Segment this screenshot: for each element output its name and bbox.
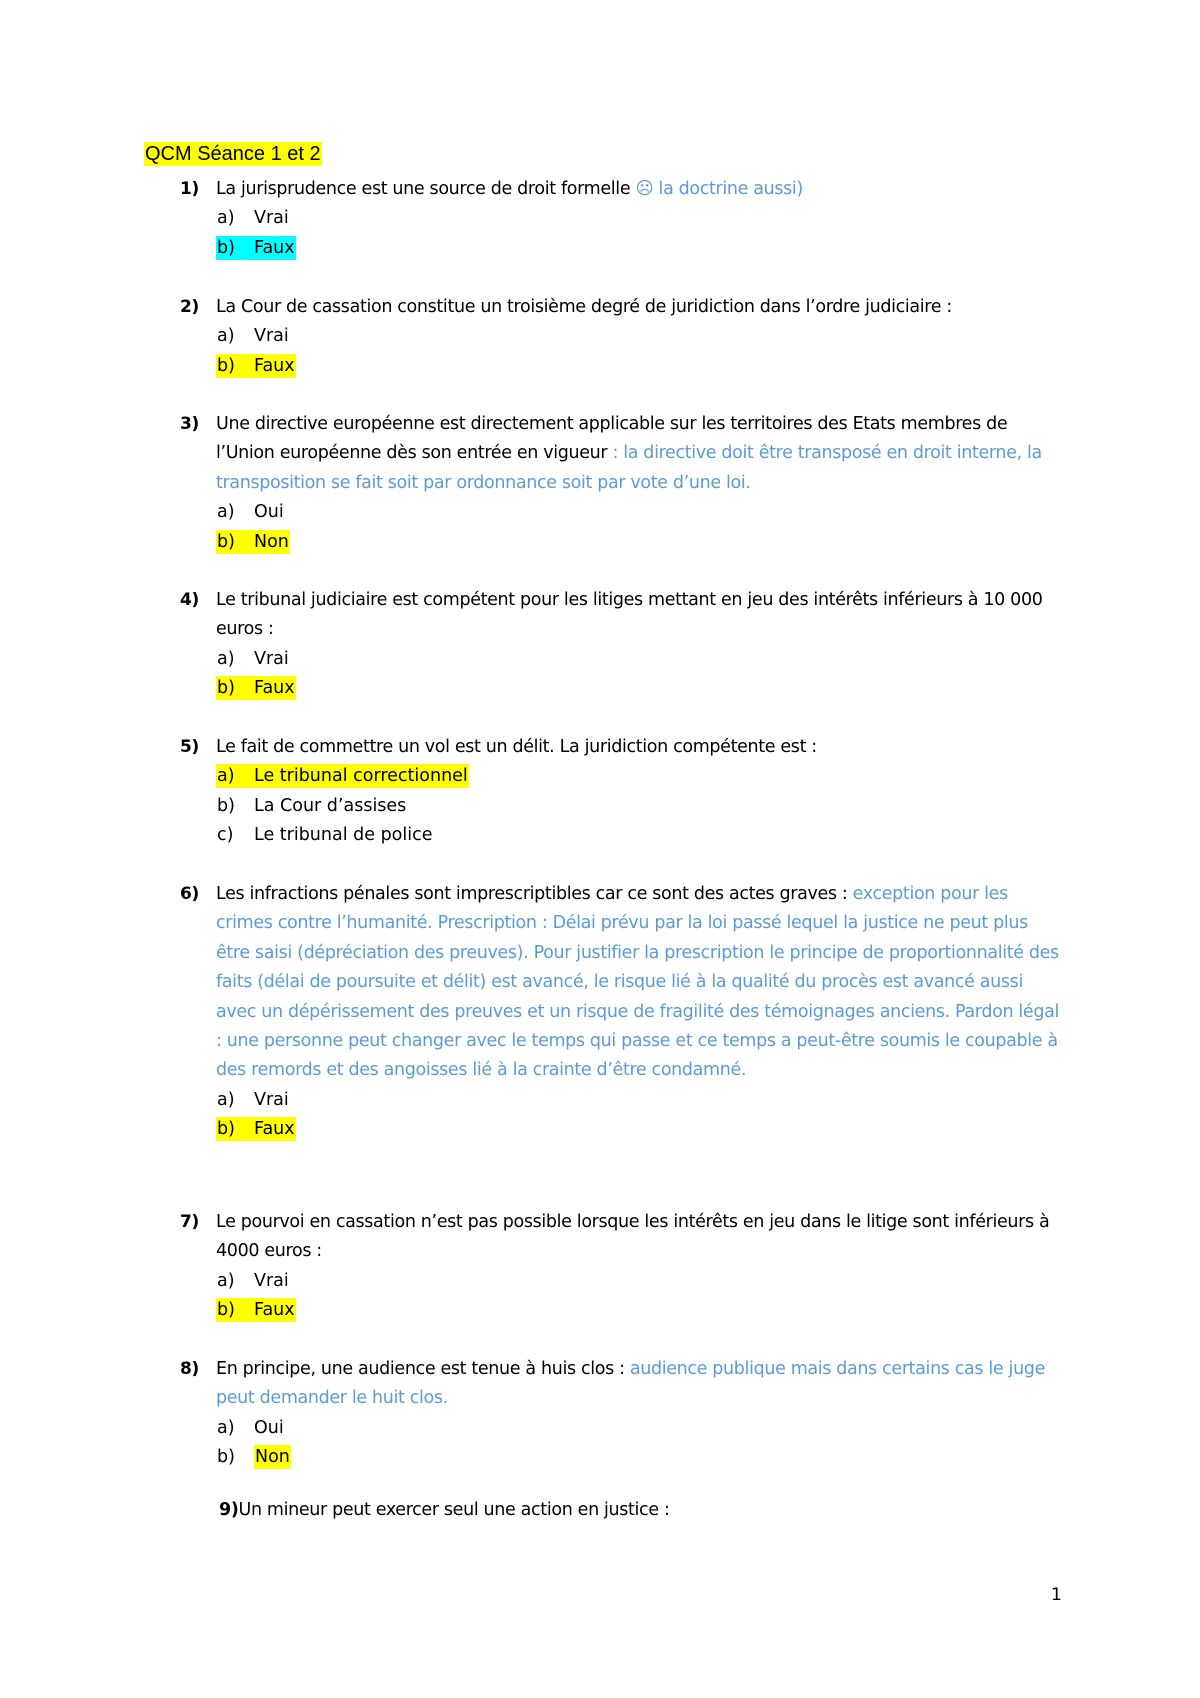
- question-number: 7): [180, 1212, 199, 1232]
- question-text: Une directive européenne est directement applicable sur les territoires des Etats membres de l’Union européenne dès son entrée en vigueur: [216, 414, 1008, 464]
- question-line: [0, 880, 1066, 1086]
- option-letter: b): [217, 237, 235, 258]
- option-letter: b): [217, 1300, 235, 1321]
- question-line: [0, 586, 1066, 645]
- question-line: [0, 733, 1066, 762]
- question-3: [0, 410, 1200, 557]
- option-letter: b): [217, 1447, 235, 1468]
- question-number: 4): [180, 590, 199, 610]
- page-number: 1: [1051, 1585, 1062, 1605]
- question-5: [0, 733, 1200, 851]
- question-number: 8): [180, 1359, 199, 1379]
- option-label: Vrai: [254, 1270, 289, 1291]
- question-line: [0, 293, 1066, 322]
- question-number: 1): [180, 179, 199, 199]
- option-label: Faux: [254, 1300, 295, 1321]
- highlighted-answer: [216, 236, 296, 260]
- question-line: [0, 175, 1066, 204]
- option-label: Vrai: [254, 208, 289, 229]
- question-line: [0, 1208, 1066, 1267]
- option-label: Vrai: [254, 1089, 289, 1110]
- answer-option: [0, 1414, 1200, 1443]
- answer-comment: ☹ la doctrine aussi): [635, 179, 803, 199]
- option-letter: b): [217, 678, 235, 699]
- answer-option: [0, 498, 1200, 527]
- answer: [216, 647, 290, 671]
- answer: [216, 823, 434, 847]
- answer: [216, 500, 285, 524]
- question-text: Le pourvoi en cassation n’est pas possible lorsque les intérêts en jeu dans le litige sont inférieurs à 4000 euros :: [216, 1212, 1050, 1262]
- option-label: Oui: [254, 502, 284, 523]
- answer-option: [0, 528, 1200, 557]
- question-8: [0, 1355, 1200, 1473]
- highlighted-answer: [216, 1298, 296, 1322]
- question-number: 9): [219, 1500, 239, 1520]
- option-label: Le tribunal de police: [254, 825, 433, 846]
- option-letter: a): [217, 326, 235, 347]
- answer-option: [0, 352, 1200, 381]
- answer-comment: : la directive doit être transposé en droit interne, la transposition se fait soit par ordonnance soit par vote d’une loi.: [216, 443, 1042, 493]
- question-line: [0, 410, 1066, 498]
- option-letter: b): [217, 1119, 235, 1140]
- answer-option: [0, 762, 1200, 791]
- answer: [216, 1269, 290, 1293]
- question-text: Le tribunal judiciaire est compétent pour les litiges mettant en jeu des intérêts inférieurs à 10 000 euros :: [216, 590, 1043, 640]
- question-text: Le fait de commettre un vol est un délit. La juridiction compétente est :: [216, 737, 817, 757]
- option-label: Non: [255, 1447, 290, 1468]
- option-letter: a): [217, 1417, 235, 1438]
- question-text: La Cour de cassation constitue un troisième degré de juridiction dans l’ordre judiciaire :: [216, 297, 952, 317]
- document-title: QCM Séance 1 et 2: [145, 143, 321, 165]
- answer-option: [0, 674, 1200, 703]
- option-letter: a): [217, 1089, 235, 1110]
- question-2: [0, 293, 1200, 381]
- answer-option: [0, 322, 1200, 351]
- option-letter: a): [217, 648, 235, 669]
- question-number: 5): [180, 737, 199, 757]
- highlighted-answer: [216, 764, 469, 788]
- answer-option: [0, 1115, 1200, 1144]
- question-4: [0, 586, 1200, 704]
- option-label: Faux: [254, 237, 295, 258]
- question-6: [0, 880, 1200, 1145]
- answer-option: [0, 204, 1200, 233]
- answer-option: [0, 1086, 1200, 1115]
- option-label: Vrai: [254, 326, 289, 347]
- option-letter: a): [217, 208, 235, 229]
- highlighted-answer: [216, 1445, 292, 1469]
- answer: [216, 324, 290, 348]
- option-letter: c): [217, 825, 234, 846]
- option-label: Faux: [254, 355, 295, 376]
- option-label: La Cour d’assises: [254, 795, 407, 816]
- answer: [216, 794, 407, 818]
- highlighted-answer: [216, 1117, 296, 1141]
- question-1: [0, 175, 1200, 263]
- highlighted-answer: [216, 676, 296, 700]
- option-label: Vrai: [254, 648, 289, 669]
- question-text: Les infractions pénales sont imprescriptibles car ce sont des actes graves :: [216, 884, 853, 904]
- option-label: Faux: [254, 1119, 295, 1140]
- option-letter: a): [217, 766, 235, 787]
- answer-option: [0, 234, 1200, 263]
- answer-option: [0, 1443, 1200, 1472]
- option-label: Faux: [254, 678, 295, 699]
- answer: [216, 206, 290, 230]
- answer-option: [0, 1267, 1200, 1296]
- option-label: Oui: [254, 1417, 284, 1438]
- question-text: Un mineur peut exercer seul une action en justice :: [238, 1500, 670, 1520]
- answer: [216, 1416, 285, 1440]
- option-letter: b): [217, 795, 235, 816]
- question-9: [219, 1496, 670, 1525]
- option-letter: a): [217, 502, 235, 523]
- question-text: En principe, une audience est tenue à huis clos :: [216, 1359, 630, 1379]
- answer-option: [0, 821, 1200, 850]
- question-number: 2): [180, 297, 199, 317]
- answer-comment: exception pour les crimes contre l’humanité. Prescription : Délai prévu par la loi passé lequel la justice ne peut plus être saisi (dépréciation des preuves). Pour justifier la prescription le principe de proportionnalité des faits (délai de poursuite et délit) est avancé, le risque lié à la qualité du procès est avancé aussi avec un dépérissement des preuves et un risque de fragilité des témoignages anciens. Pardon légal : une personne peut changer avec le temps qui passe et ce temps a peut-être soumis le coupable à des remords et des angoisses lié à la crainte d’être condamné.: [216, 884, 1059, 1081]
- option-label: Le tribunal correctionnel: [254, 766, 468, 787]
- option-letter: a): [217, 1270, 235, 1291]
- answer-comment: audience publique mais dans certains cas le juge peut demander le huit clos.: [216, 1359, 1045, 1409]
- option-label: Non: [254, 531, 289, 552]
- question-line: [0, 1355, 1066, 1414]
- option-letter: b): [217, 355, 235, 376]
- highlighted-answer: [216, 354, 296, 378]
- question-7: [0, 1208, 1200, 1326]
- question-number: 3): [180, 414, 199, 434]
- option-letter: b): [217, 531, 235, 552]
- highlighted-answer: [216, 530, 290, 554]
- question-text: La jurisprudence est une source de droit formelle: [216, 179, 636, 199]
- answer-option: [0, 792, 1200, 821]
- answer-option: [0, 645, 1200, 674]
- answer-option: [0, 1296, 1200, 1325]
- answer: [216, 1088, 290, 1112]
- question-number: 6): [180, 884, 199, 904]
